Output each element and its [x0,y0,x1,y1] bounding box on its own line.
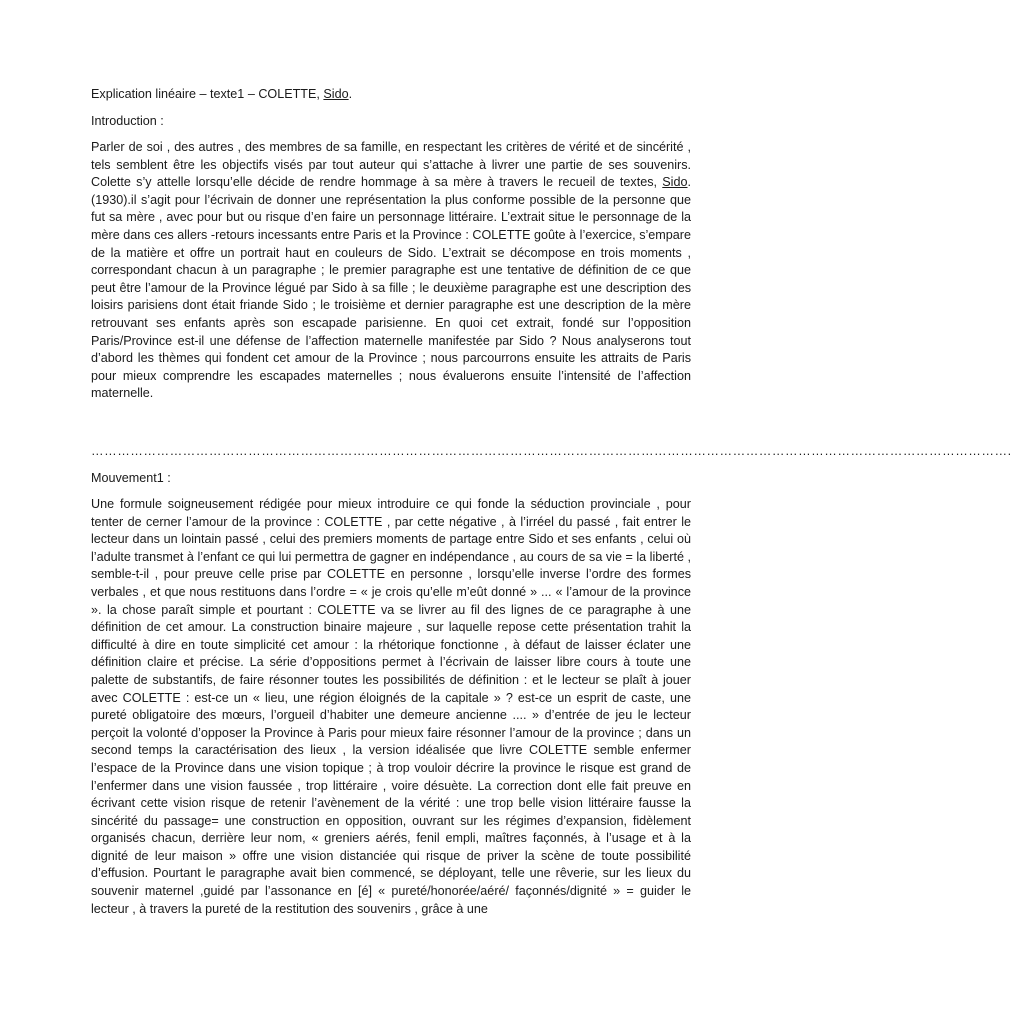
introduction-heading: Introduction : [91,114,164,128]
movement-heading: Mouvement1 : [91,471,171,485]
document-title [91,86,691,104]
title-prefix: Explication linéaire – texte1 – COLETTE, [91,87,324,101]
title-work: Sido [323,87,349,101]
intro-text-part2: .(1930).il s’agit pour l’écrivain de donner une représentation la plus conforme possible de la personne que fut sa mère , avec pour but ou risque d’en faire un personnage littéraire. L’extrait situe le personnage de la mère dans ces allers -retours incessants entre Paris et la Province : COLETTE goûte à l’exercice, s’empare de la matière et offre un portrait haut en couleurs de Sido. L’extrait se décompose en trois moments , correspondant chacun à un paragraphe ; le premier paragraphe est une tentative de définition de ce que peut être l’amour de la Province légué par Sido à sa fille ; le deuxième paragraphe est une description des loisirs parisiens dont était friande Sido ; le troisième et dernier paragraphe est une description de la mère retrouvant ses enfants après son escapade parisienne. En quoi cet extrait, fondé sur l’opposition Paris/Province est-il une défense de l’affection maternelle manifestée par Sido ? Nous analyserons tout d’abord les thèmes qui fondent cet amour de la Province ; nous parcourrons ensuite les attraits de Paris pour mieux comprendre les escapades maternelles ; nous évaluerons ensuite l’intensité de l’affection maternelle. [91,175,691,401]
intro-work-title: Sido [662,175,688,190]
movement-paragraph: Une formule soigneusement rédigée pour mieux introduire ce qui fonde la séduction provinciale , pour tenter de cerner l’amour de la province : COLETTE , par cette négative , à l’irréel du passé , fait entrer le lecteur dans un lointain passé , celui des premiers moments de partage entre Sido et ses enfants , celui où l’adulte transmet à l’enfant ce qui lui permettra de gagner en indépendance , au cours de sa vie = la liberté , semble-t-il , pour preuve celle prise par COLETTE en personne , lorsqu’elle inverse l’ordre des formes verbales , et que nous restituons dans l’ordre = « je crois qu’elle m’eût donné » ... « l’amour de la province ». la chose paraît simple et pourtant : COLETTE va se livrer au fil des lignes de ce paragraphe à une définition de cet amour. La construction binaire majeure , sur laquelle repose cette présentation trahit la difficulté à dire en toute simplicité cet amour : la rhétorique fonctionne , à défaut de laisser éclater une définition claire et précise. La série d’oppositions permet à l’écrivain de laisser libre cours à toute une palette de substantifs, de faire résonner toutes les possibilités de définition : et le lecteur se plaît à jouer avec COLETTE : est-ce un « lieu, une région éloignés de la capitale » ? est-ce un esprit de caste, une pureté obligatoire des mœurs, l’orgueil d’habiter une demeure ancienne .... » d’entrée de jeu le lecteur perçoit la volonté d’opposer la Province à Paris pour mieux faire résonner l’amour de la province ; dans un second temps la caractérisation des lieux , la version idéalisée que livre COLETTE semble enfermer l’espace de la Province dans une vision topique ; à trop vouloir décrire la province le risque est grand de l’enfermer dans une vision faussée , trop littéraire , voire désuète. La correction dont elle fait preuve en écrivant cette vision risque de retenir l’avènement de la vérité : une trop belle vision littéraire fausse la sincérité du passage= une construction en opposition, ouvrant sur les régimes d’expansion, fidèlement organisés chacun, derrière leur nom, « greniers aérés, fenil empli, maîtres façonnés, à l’usage et à la dignité de leur maison » offre une vision distanciée qui risque de priver la scène de toute possibilité d’effusion. Pourtant le paragraphe avait bien commencé, se déployant, telle une rêverie, sur les lieux du souvenir maternel ,guidé par l’assonance en [é] « pureté/honorée/aéré/ façonnés/dignité » = guider le lecteur , à travers la pureté de la restitution des souvenirs , grâce à une [91,497,691,916]
intro-text-part1: Parler de soi , des autres , des membres de sa famille, en respectant les critères de vérité et de sincérité , tels semblent être les objectifs visés par tout auteur qui s’attache à livrer une partie de ses souvenirs. Colette s’y attelle lorsqu’elle décide de rendre hommage à sa mère à travers le recueil de textes, [91,140,691,190]
title-suffix: . [348,87,353,101]
introduction-paragraph [91,139,691,403]
section-separator: …………………………………………………………………………………………………………………………………………………………………………………………. [91,444,1012,458]
